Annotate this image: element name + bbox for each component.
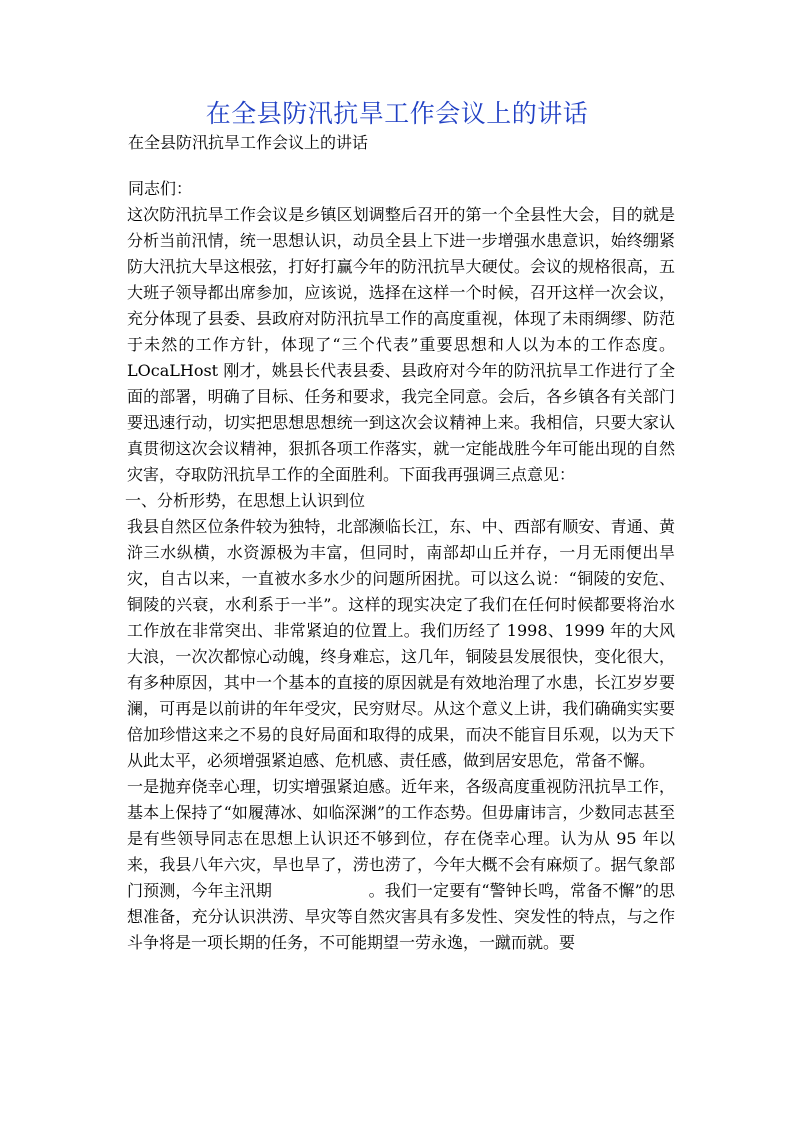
document-title: 在全县防汛抗旱工作会议上的讲话 [205, 99, 589, 128]
paragraph-intro: 这次防汛抗旱工作会议是乡镇区划调整后召开的第一个全县性大会，目的就是分析当前汛情，统一思想认识，动员全县上下进一步增强水患意识，始终绷紧防大汛抗大旱这根弦，打好打赢今年的防汛抗旱大硬仗。会议的规格很高，五大班子领导都出席参加，应该说，选择在这样一个时候，召开这样一次会议，充分体现了县委、县政府对防汛抗旱工作的高度重视，体现了未雨绸缪、防范于未然的工作方针，体现了“三个代表”重要思想和人以为本的工作态度。LOcaLHost 刚才，姚县长代表县委、县政府对今年的防汛抗旱工作进行了全面的部署，明确了目标、任务和要求，我完全同意。会后，各乡镇各有关部门要迅速行动，切实把思想思想统一到这次会议精神上来。我相信，只要大家认真贯彻这次会议精神，狠抓各项工作落实，就一定能战胜今年可能出现的自然灾害，夺取防汛抗旱工作的全面胜利。下面我再强调三点意见： [127, 205, 675, 484]
paragraph-point-one: 一是抛弃侥幸心理，切实增强紧迫感。近年来，各级高度重视防汛抗旱工作，基本上保持了“如履薄冰、如临深渊”的工作态势。但毋庸讳言，少数同志甚至是有些领导同志在思想上认识还不够到位，存在侥幸心理。认为从 95 年以来，我县八年六灾，旱也旱了，涝也涝了，今年大概不会有麻烦了。据气象部门预测，今年主汛期 。我们一定要有“警钟长鸣，常备不懈”的思想准备，充分认识洪涝、旱灾等自然灾害具有多发性、突发性的特点，与之作斗争将是一项长期的任务，不可能期望一劳永逸，一蹴而就。要 [127, 777, 675, 952]
greeting: 同志们： [128, 179, 193, 198]
document-body [119, 202, 675, 956]
document-subtitle: 在全县防汛抗旱工作会议上的讲话 [128, 133, 369, 152]
section-heading: 一、分析形势，在思想上认识到位 [125, 491, 366, 510]
paragraph-situation: 我县自然区位条件较为独特，北部濒临长江，东、中、西部有顺安、青通、黄浒三水纵横，水资源极为丰富，但同时，南部却山丘并存，一月无雨便出旱灾，自古以来，一直被水多水少的问题所困扰。可以这么说：“铜陵的安危、铜陵的兴衰，水利系于一半”。这样的现实决定了我们在任何时候都要将治水工作放在非常突出、非常紧迫的位置上。我们历经了 1998、1999 年的大风大浪，一次次都惊心动魄，终身难忘，这几年，铜陵县发展很快，变化很大，有多种原因，其中一个基本的直接的原因就是有效地治理了水患，长江岁岁要澜，可再是以前讲的年年受灾，民穷财尽。从这个意义上讲，我们确确实实要倍加珍惜这来之不易的良好局面和取得的成果，而决不能盲目乐观，以为天下从此太平，必须增强紧迫感、危机感、责任感，做到居安思危，常备不懈。 [127, 517, 675, 770]
